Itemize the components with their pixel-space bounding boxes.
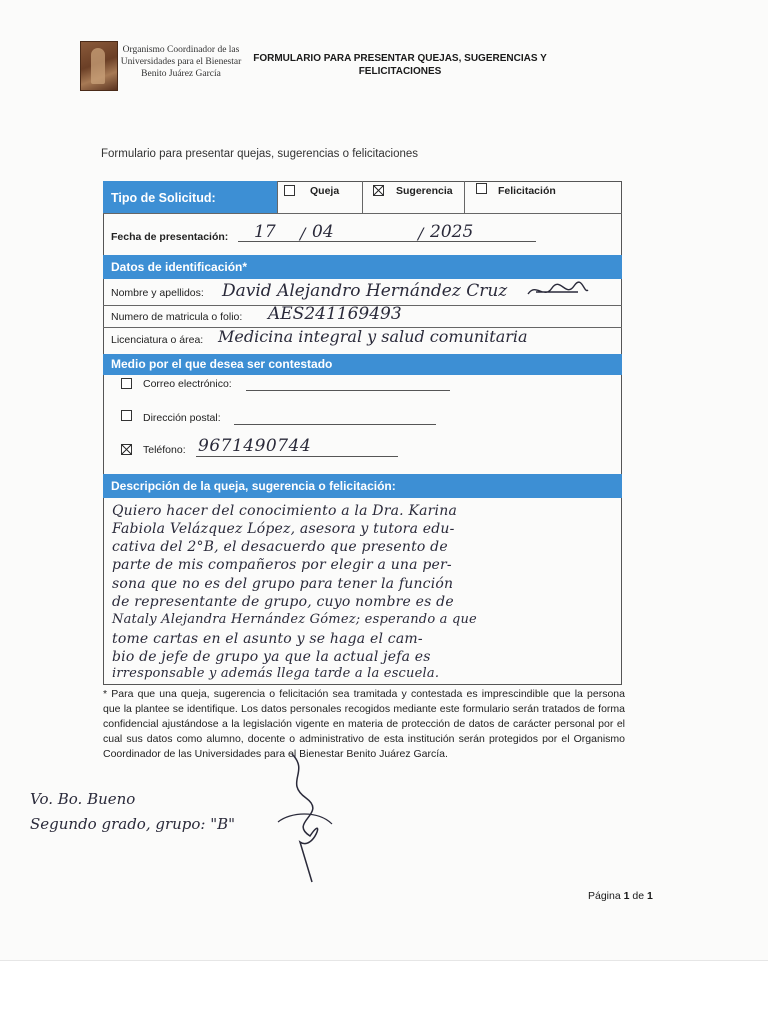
option-sugerencia-label: Sugerencia bbox=[396, 185, 453, 197]
privacy-notice: * Para que una queja, sugerencia o felicitación sea tramitada y contestada es imprescindible que la persona que la plantee se identifique. Los datos personales recogidos mediante este formulario serán tratados de forma confidencial ajustándose a la legislación vigente en materia de protección de datos de carácter personal por el cual sus datos como alumno, docente o administrativo de esta institución serán protegidos por el Organismo Coordinador de las Universidades para el Bienestar Benito Juárez García. bbox=[103, 688, 625, 760]
logo-figure bbox=[91, 48, 105, 84]
option-felicitacion-label: Felicitación bbox=[498, 185, 556, 197]
checkbox-sugerencia[interactable] bbox=[373, 185, 384, 196]
group-note: Segundo grado, grupo: "B" bbox=[30, 815, 236, 833]
form-title: FORMULARIO PARA PRESENTAR QUEJAS, SUGERENCIAS Y FELICITACIONES bbox=[253, 53, 547, 77]
contacto-heading: Medio por el que desea ser contestado bbox=[103, 354, 622, 375]
page-current: 1 bbox=[623, 890, 630, 902]
descripcion-heading: Descripción de la queja, sugerencia o felicitación: bbox=[103, 474, 622, 498]
approval-note: Vo. Bo. Bueno bbox=[30, 790, 136, 808]
description-line: Fabiola Velázquez López, asesora y tutora edu- bbox=[112, 521, 455, 537]
matricula-label: Numero de matricula o folio: bbox=[111, 311, 243, 323]
telefono-value[interactable]: 9671490744 bbox=[198, 436, 312, 456]
checkbox-correo[interactable] bbox=[121, 378, 132, 389]
approval-signature bbox=[270, 752, 340, 892]
matricula-value[interactable]: AES241169493 bbox=[268, 304, 402, 324]
page-number bbox=[588, 890, 653, 902]
fecha-underline bbox=[238, 241, 536, 242]
page-total: 1 bbox=[647, 890, 653, 902]
fecha-sep-2: / bbox=[418, 224, 424, 243]
signature-scribble bbox=[526, 280, 590, 302]
description-line: bio de jefe de grupo ya que la actual jefa es bbox=[112, 649, 431, 665]
direccion-label: Dirección postal: bbox=[143, 412, 221, 424]
telefono-label: Teléfono: bbox=[143, 444, 186, 456]
description-line: cativa del 2°B, el desacuerdo que presento de bbox=[112, 539, 448, 555]
fecha-sep-1: / bbox=[300, 224, 306, 243]
fecha-month[interactable]: 04 bbox=[312, 222, 334, 242]
checkbox-telefono[interactable] bbox=[121, 444, 132, 455]
fecha-day[interactable]: 17 bbox=[254, 222, 276, 242]
nombre-value[interactable]: David Alejandro Hernández Cruz bbox=[222, 281, 508, 301]
form-subtitle: Formulario para presentar quejas, sugerencias o felicitaciones bbox=[101, 148, 419, 160]
description-line: de representante de grupo, cuyo nombre es de bbox=[112, 594, 454, 610]
solicitud-heading: Tipo de Solicitud: bbox=[103, 181, 277, 213]
row-divider bbox=[103, 213, 622, 214]
checkbox-felicitacion[interactable] bbox=[476, 183, 487, 194]
direccion-underline bbox=[234, 424, 436, 425]
description-line: Quiero hacer del conocimiento a la Dra. Karina bbox=[112, 503, 458, 519]
description-line: irresponsable y además llega tarde a la escuela. bbox=[112, 666, 440, 681]
checkbox-direccion[interactable] bbox=[121, 410, 132, 421]
correo-label: Correo electrónico: bbox=[143, 378, 232, 390]
licenciatura-value[interactable]: Medicina integral y salud comunitaria bbox=[218, 327, 528, 346]
identificacion-heading: Datos de identificación* bbox=[103, 255, 622, 279]
scan-bottom-margin bbox=[0, 960, 768, 1025]
option-queja-label: Queja bbox=[310, 185, 340, 197]
description-line: tome cartas en el asunto y se haga el cam- bbox=[112, 631, 423, 647]
fecha-label: Fecha de presentación: bbox=[111, 231, 229, 243]
divider bbox=[277, 181, 278, 213]
divider bbox=[464, 181, 465, 213]
description-line: Nataly Alejandra Hernández Gómez; esperando a que bbox=[112, 612, 477, 627]
page-label: Página bbox=[588, 890, 621, 902]
fecha-year[interactable]: 2025 bbox=[430, 222, 474, 242]
institution-logo bbox=[80, 41, 118, 91]
licenciatura-label: Licenciatura o área: bbox=[111, 334, 204, 346]
divider bbox=[362, 181, 363, 213]
description-line: parte de mis compañeros por elegir a una per- bbox=[112, 557, 452, 573]
description-line: sona que no es del grupo para tener la función bbox=[112, 576, 454, 592]
page-of: de bbox=[632, 890, 645, 902]
checkbox-queja[interactable] bbox=[284, 185, 295, 196]
org-name: Organismo Coordinador de las Universidades para el Bienestar Benito Juárez García bbox=[120, 45, 242, 79]
telefono-underline bbox=[196, 456, 398, 457]
nombre-label: Nombre y apellidos: bbox=[111, 287, 204, 299]
correo-underline bbox=[246, 390, 450, 391]
